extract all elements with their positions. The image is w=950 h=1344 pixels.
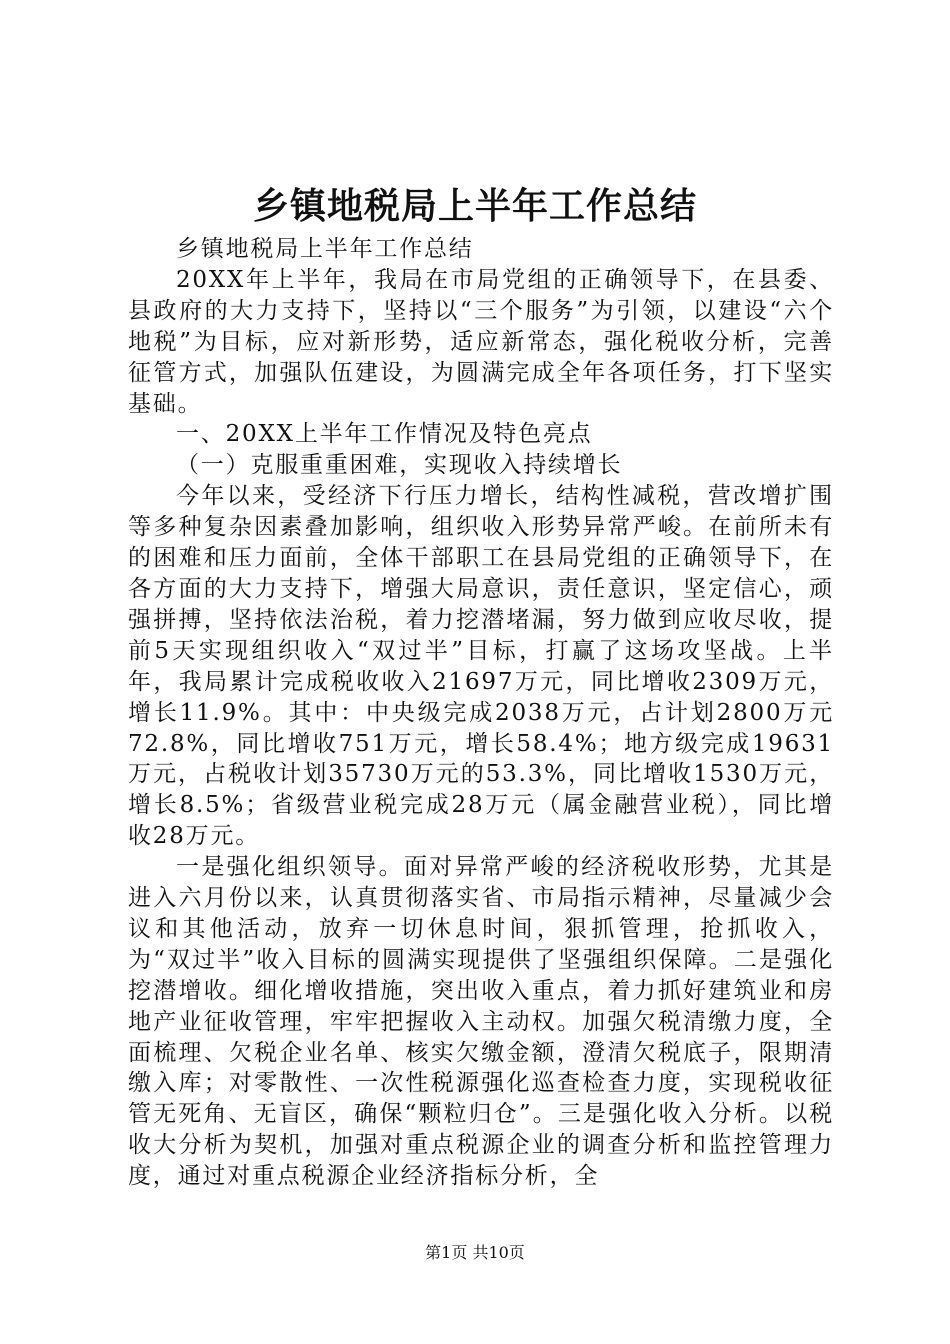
paragraph-measures: 一是强化组织领导。面对异常严峻的经济税收形势，尤其是进入六月份以来，认真贯彻落实省、市局指示精神，尽量减少会议和其他活动，放弃一切休息时间，狠抓管理，抢抓收入，为“双过半”收入目标的圆满实现提供了坚强组织保障。二是强化挖潜增收。细化增收措施，突出收入重点，着力抓好建筑业和房地产业征收管理，牢牢把握收入主动权。加强欠税清缴力度，全面梳理、欠税企业名单、核实欠缴金额，澄清欠税底子，限期清缴入库；对零散性、一次性税源强化巡查检查力度，实现税收征管无死角、无盲区，确保“颗粒归仓”。三是强化收入分析。以税收大分析为契机，加强对重点税源企业的调查分析和监控管理力度，通过对重点税源企业经济指标分析，全 <box>128 854 834 1190</box>
document-title: 乡镇地税局上半年工作总结 <box>252 186 697 227</box>
subsection-heading: （一）克服重重困难，实现收入持续增长 <box>176 452 623 479</box>
page-footer: 第1页 共10页 <box>425 1243 525 1262</box>
paragraph-revenue: 今年以来，受经济下行压力增长，结构性减税，营改增扩围等多种复杂因素叠加影响，组织收入形势异常严峻。在前所未有的困难和压力面前，全体干部职工在县局党组的正确领导下，在各方面的大力支持下，增强大局意识，责任意识，坚定信心，顽强拼搏，坚持依法治税，着力挖潜堵漏，努力做到应收尽收，提前5天实现组织收入“双过半”目标，打赢了这场攻坚战。上半年，我局累计完成税收收入21697万元，同比增收2309万元，增长11.9%。其中：中央级完成2038万元，占计划2800万元72.8%，同比增收751万元，增长58.4%；地方级完成19631万元，占税收计划35730万元的53.3%，同比增收1530万元，增长8.5%；省级营业税完成28万元（属金融营业税），同比增收28万元。 <box>128 483 834 850</box>
section-heading: 一、20XX上半年工作情况及特色亮点 <box>176 421 593 448</box>
document-body <box>128 234 834 1192</box>
paragraph-intro: 20XX年上半年，我局在市局党组的正确领导下，在县委、县政府的大力支持下，坚持以“三个服务”为引领，以建设“六个地税”为目标，应对新形势，适应新常态，强化税收分析，完善征管方式，加强队伍建设，为圆满完成全年各项任务，打下坚实基础。 <box>128 266 834 417</box>
paragraph-subtitle: 乡镇地税局上半年工作总结 <box>176 236 474 262</box>
